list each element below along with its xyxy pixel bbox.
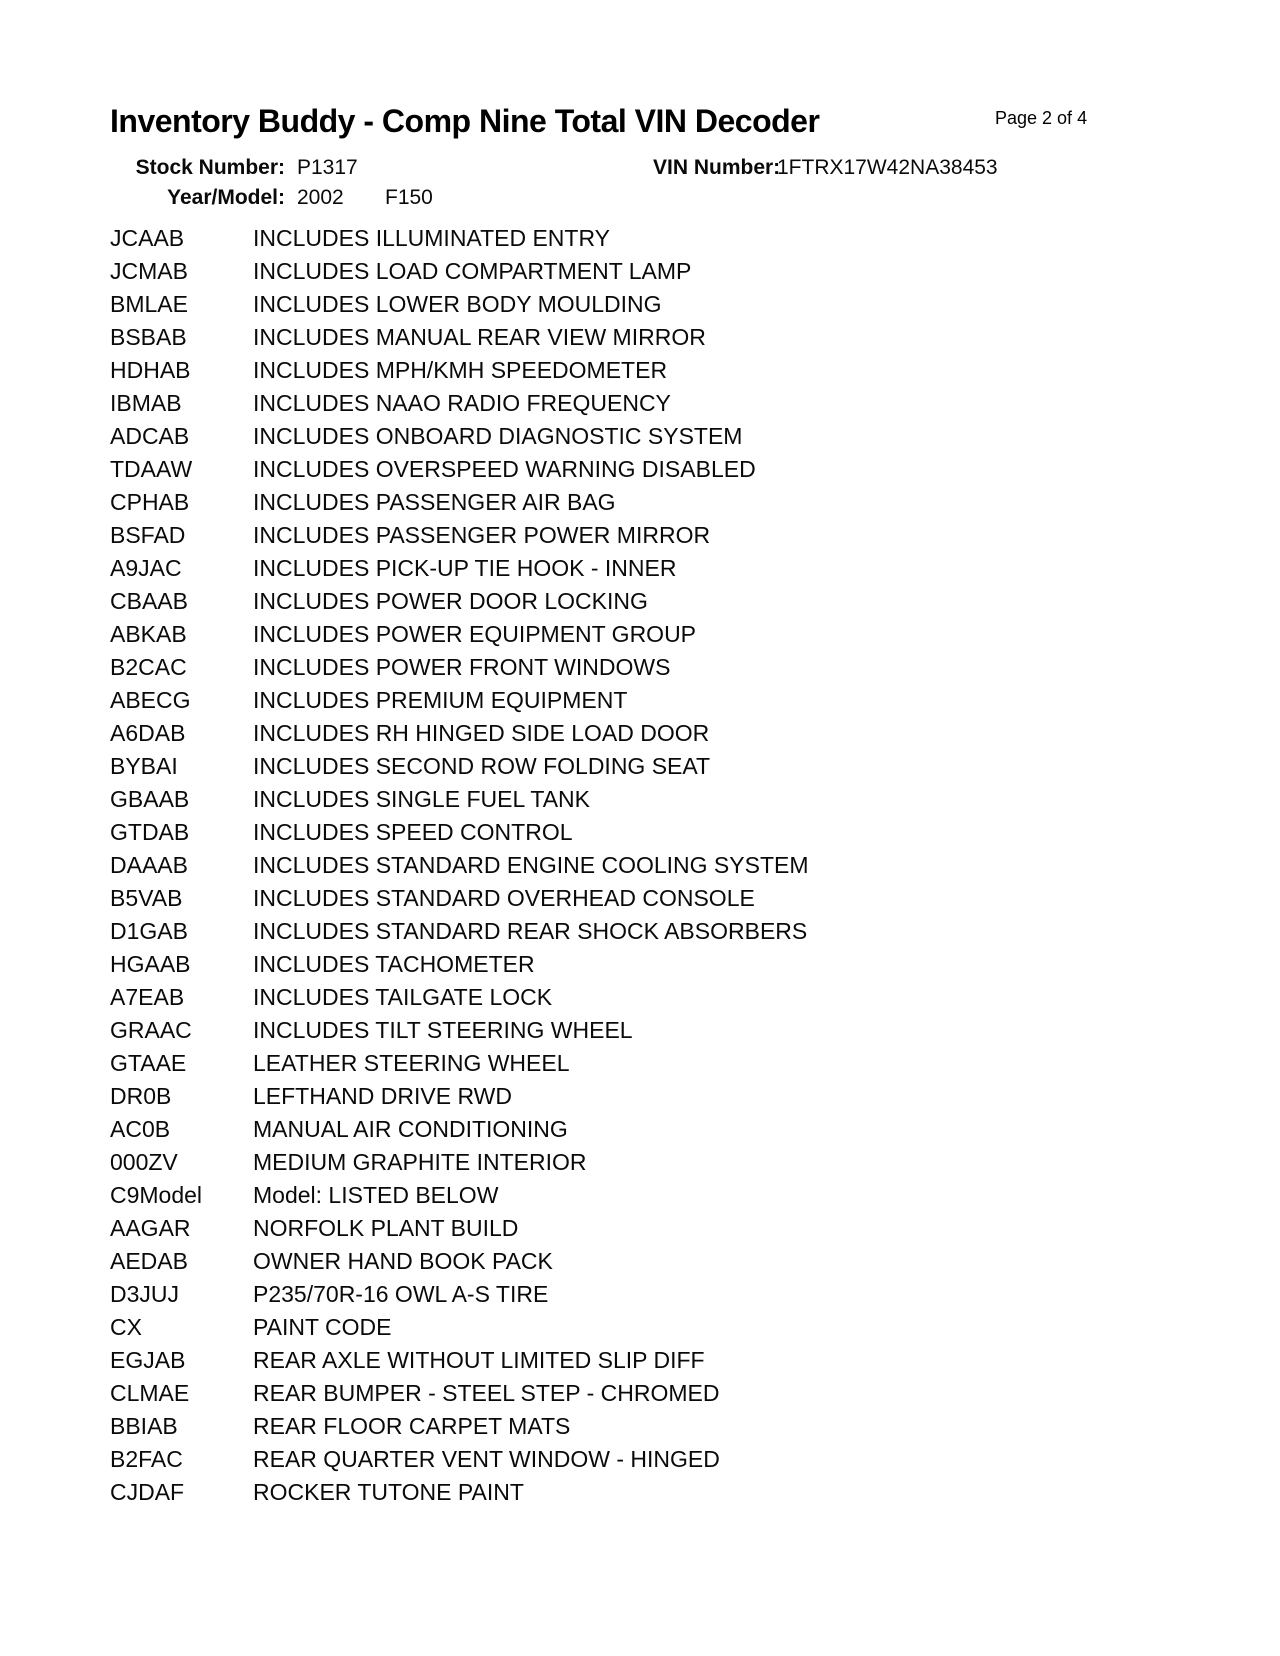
option-code: AC0B	[110, 1116, 171, 1142]
option-code: HGAAB	[110, 951, 191, 977]
table-row	[110, 585, 1210, 618]
option-code: GTDAB	[110, 819, 190, 845]
option-description: INCLUDES PASSENGER AIR BAG	[253, 489, 616, 515]
option-code: HDHAB	[110, 357, 191, 383]
option-code: AEDAB	[110, 1248, 188, 1274]
table-row	[110, 1443, 1210, 1476]
option-code: B2CAC	[110, 654, 187, 680]
option-description: LEATHER STEERING WHEEL	[253, 1050, 570, 1076]
table-row	[110, 750, 1210, 783]
table-row	[110, 1476, 1210, 1509]
option-code: CJDAF	[110, 1479, 185, 1505]
meta-row-1	[0, 156, 1280, 186]
table-row	[110, 1080, 1210, 1113]
option-code: BSBAB	[110, 324, 187, 350]
vehicle-meta	[0, 152, 1280, 222]
option-description: PAINT CODE	[253, 1314, 392, 1340]
option-code: A7EAB	[110, 984, 185, 1010]
option-description: INCLUDES POWER EQUIPMENT GROUP	[253, 621, 697, 647]
stock-number-value: P1317	[297, 156, 358, 179]
page-indicator: Page 2 of 4	[995, 108, 1088, 128]
table-row	[110, 981, 1210, 1014]
table-row	[110, 651, 1210, 684]
table-row	[110, 948, 1210, 981]
table-row	[110, 1113, 1210, 1146]
option-code: GRAAC	[110, 1017, 192, 1043]
table-row	[110, 552, 1210, 585]
option-code: BSFAD	[110, 522, 186, 548]
option-description: INCLUDES PREMIUM EQUIPMENT	[253, 687, 628, 713]
option-code: CX	[110, 1314, 142, 1340]
vin-number-label: VIN Number:	[653, 156, 781, 179]
table-row	[110, 1212, 1210, 1245]
option-code-list	[110, 222, 1210, 1509]
option-code: EGJAB	[110, 1347, 186, 1373]
option-description: INCLUDES SINGLE FUEL TANK	[253, 786, 590, 812]
option-code: GTAAE	[110, 1050, 187, 1076]
table-row	[110, 288, 1210, 321]
option-code: B5VAB	[110, 885, 183, 911]
table-row	[110, 1311, 1210, 1344]
option-description: INCLUDES POWER DOOR LOCKING	[253, 588, 648, 614]
model-value: F150	[385, 186, 433, 209]
option-description: INCLUDES STANDARD ENGINE COOLING SYSTEM	[253, 852, 809, 878]
year-model-label: Year/Model:	[167, 186, 285, 209]
option-code: A6DAB	[110, 720, 186, 746]
option-description: REAR QUARTER VENT WINDOW - HINGED	[253, 1446, 720, 1472]
table-row	[110, 915, 1210, 948]
option-description: REAR AXLE WITHOUT LIMITED SLIP DIFF	[253, 1347, 705, 1373]
option-description: MANUAL AIR CONDITIONING	[253, 1116, 568, 1142]
table-row	[110, 783, 1210, 816]
table-row	[110, 387, 1210, 420]
table-row	[110, 1278, 1210, 1311]
option-description: INCLUDES TAILGATE LOCK	[253, 984, 553, 1010]
table-row	[110, 1344, 1210, 1377]
table-row	[110, 1377, 1210, 1410]
option-description: INCLUDES MPH/KMH SPEEDOMETER	[253, 357, 668, 383]
option-description: INCLUDES TACHOMETER	[253, 951, 535, 977]
option-description: INCLUDES RH HINGED SIDE LOAD DOOR	[253, 720, 710, 746]
option-description: MEDIUM GRAPHITE INTERIOR	[253, 1149, 587, 1175]
table-row	[110, 1146, 1210, 1179]
option-description: NORFOLK PLANT BUILD	[253, 1215, 519, 1241]
option-code: D3JUJ	[110, 1281, 180, 1307]
option-code: A9JAC	[110, 555, 182, 581]
table-row	[110, 816, 1210, 849]
stock-number-label: Stock Number:	[135, 156, 285, 179]
table-row	[110, 618, 1210, 651]
option-code: B2FAC	[110, 1446, 183, 1472]
table-row	[110, 420, 1210, 453]
option-description: INCLUDES ILLUMINATED ENTRY	[253, 225, 610, 251]
option-description: Model: LISTED BELOW	[253, 1182, 499, 1208]
option-description: INCLUDES SPEED CONTROL	[253, 819, 573, 845]
option-description: INCLUDES STANDARD REAR SHOCK ABSORBERS	[253, 918, 808, 944]
option-code: TDAAW	[110, 456, 193, 482]
table-row	[110, 717, 1210, 750]
option-description: INCLUDES PASSENGER POWER MIRROR	[253, 522, 711, 548]
table-row	[110, 1014, 1210, 1047]
table-row	[110, 882, 1210, 915]
vin-number-value: 1FTRX17W42NA38453	[777, 156, 998, 179]
table-row	[110, 354, 1210, 387]
option-description: INCLUDES POWER FRONT WINDOWS	[253, 654, 671, 680]
table-row	[110, 684, 1210, 717]
option-code: CLMAE	[110, 1380, 190, 1406]
option-code: AAGAR	[110, 1215, 191, 1241]
option-description: LEFTHAND DRIVE RWD	[253, 1083, 512, 1109]
option-code: CPHAB	[110, 489, 190, 515]
option-code: DAAAB	[110, 852, 188, 878]
option-description: INCLUDES MANUAL REAR VIEW MIRROR	[253, 324, 706, 350]
option-code: 000ZV	[110, 1149, 178, 1175]
option-code: BMLAE	[110, 291, 188, 317]
option-description: INCLUDES NAAO RADIO FREQUENCY	[253, 390, 671, 416]
table-row	[110, 255, 1210, 288]
option-description: INCLUDES PICK-UP TIE HOOK - INNER	[253, 555, 677, 581]
option-description: P235/70R-16 OWL A-S TIRE	[253, 1281, 549, 1307]
table-row	[110, 1047, 1210, 1080]
page-title: Inventory Buddy - Comp Nine Total VIN Decoder	[110, 103, 820, 139]
option-description: OWNER HAND BOOK PACK	[253, 1248, 553, 1274]
option-code: BBIAB	[110, 1413, 178, 1439]
option-code: JCAAB	[110, 225, 185, 251]
option-description: ROCKER TUTONE PAINT	[253, 1479, 524, 1505]
option-code: D1GAB	[110, 918, 188, 944]
option-description: INCLUDES SECOND ROW FOLDING SEAT	[253, 753, 711, 779]
option-description: INCLUDES TILT STEERING WHEEL	[253, 1017, 633, 1043]
table-row	[110, 849, 1210, 882]
table-row	[110, 519, 1210, 552]
option-description: REAR BUMPER - STEEL STEP - CHROMED	[253, 1380, 720, 1406]
option-code: CBAAB	[110, 588, 188, 614]
table-row	[110, 486, 1210, 519]
option-description: INCLUDES ONBOARD DIAGNOSTIC SYSTEM	[253, 423, 743, 449]
table-row	[110, 1179, 1210, 1212]
option-code: JCMAB	[110, 258, 188, 284]
option-code: IBMAB	[110, 390, 182, 416]
option-code: ADCAB	[110, 423, 190, 449]
option-code: GBAAB	[110, 786, 190, 812]
option-code: DR0B	[110, 1083, 172, 1109]
option-description: INCLUDES LOAD COMPARTMENT LAMP	[253, 258, 692, 284]
option-description: INCLUDES STANDARD OVERHEAD CONSOLE	[253, 885, 755, 911]
table-row	[110, 453, 1210, 486]
option-description: INCLUDES LOWER BODY MOULDING	[253, 291, 662, 317]
table-row	[110, 1410, 1210, 1443]
table-row	[110, 1245, 1210, 1278]
table-row	[110, 321, 1210, 354]
option-code: BYBAI	[110, 753, 178, 779]
option-code: C9Model	[110, 1182, 203, 1208]
table-row	[110, 222, 1210, 255]
meta-row-2	[0, 186, 1280, 216]
option-code: ABKAB	[110, 621, 187, 647]
option-description: INCLUDES OVERSPEED WARNING DISABLED	[253, 456, 756, 482]
option-code: ABECG	[110, 687, 191, 713]
year-value: 2002	[297, 186, 344, 209]
option-description: REAR FLOOR CARPET MATS	[253, 1413, 571, 1439]
